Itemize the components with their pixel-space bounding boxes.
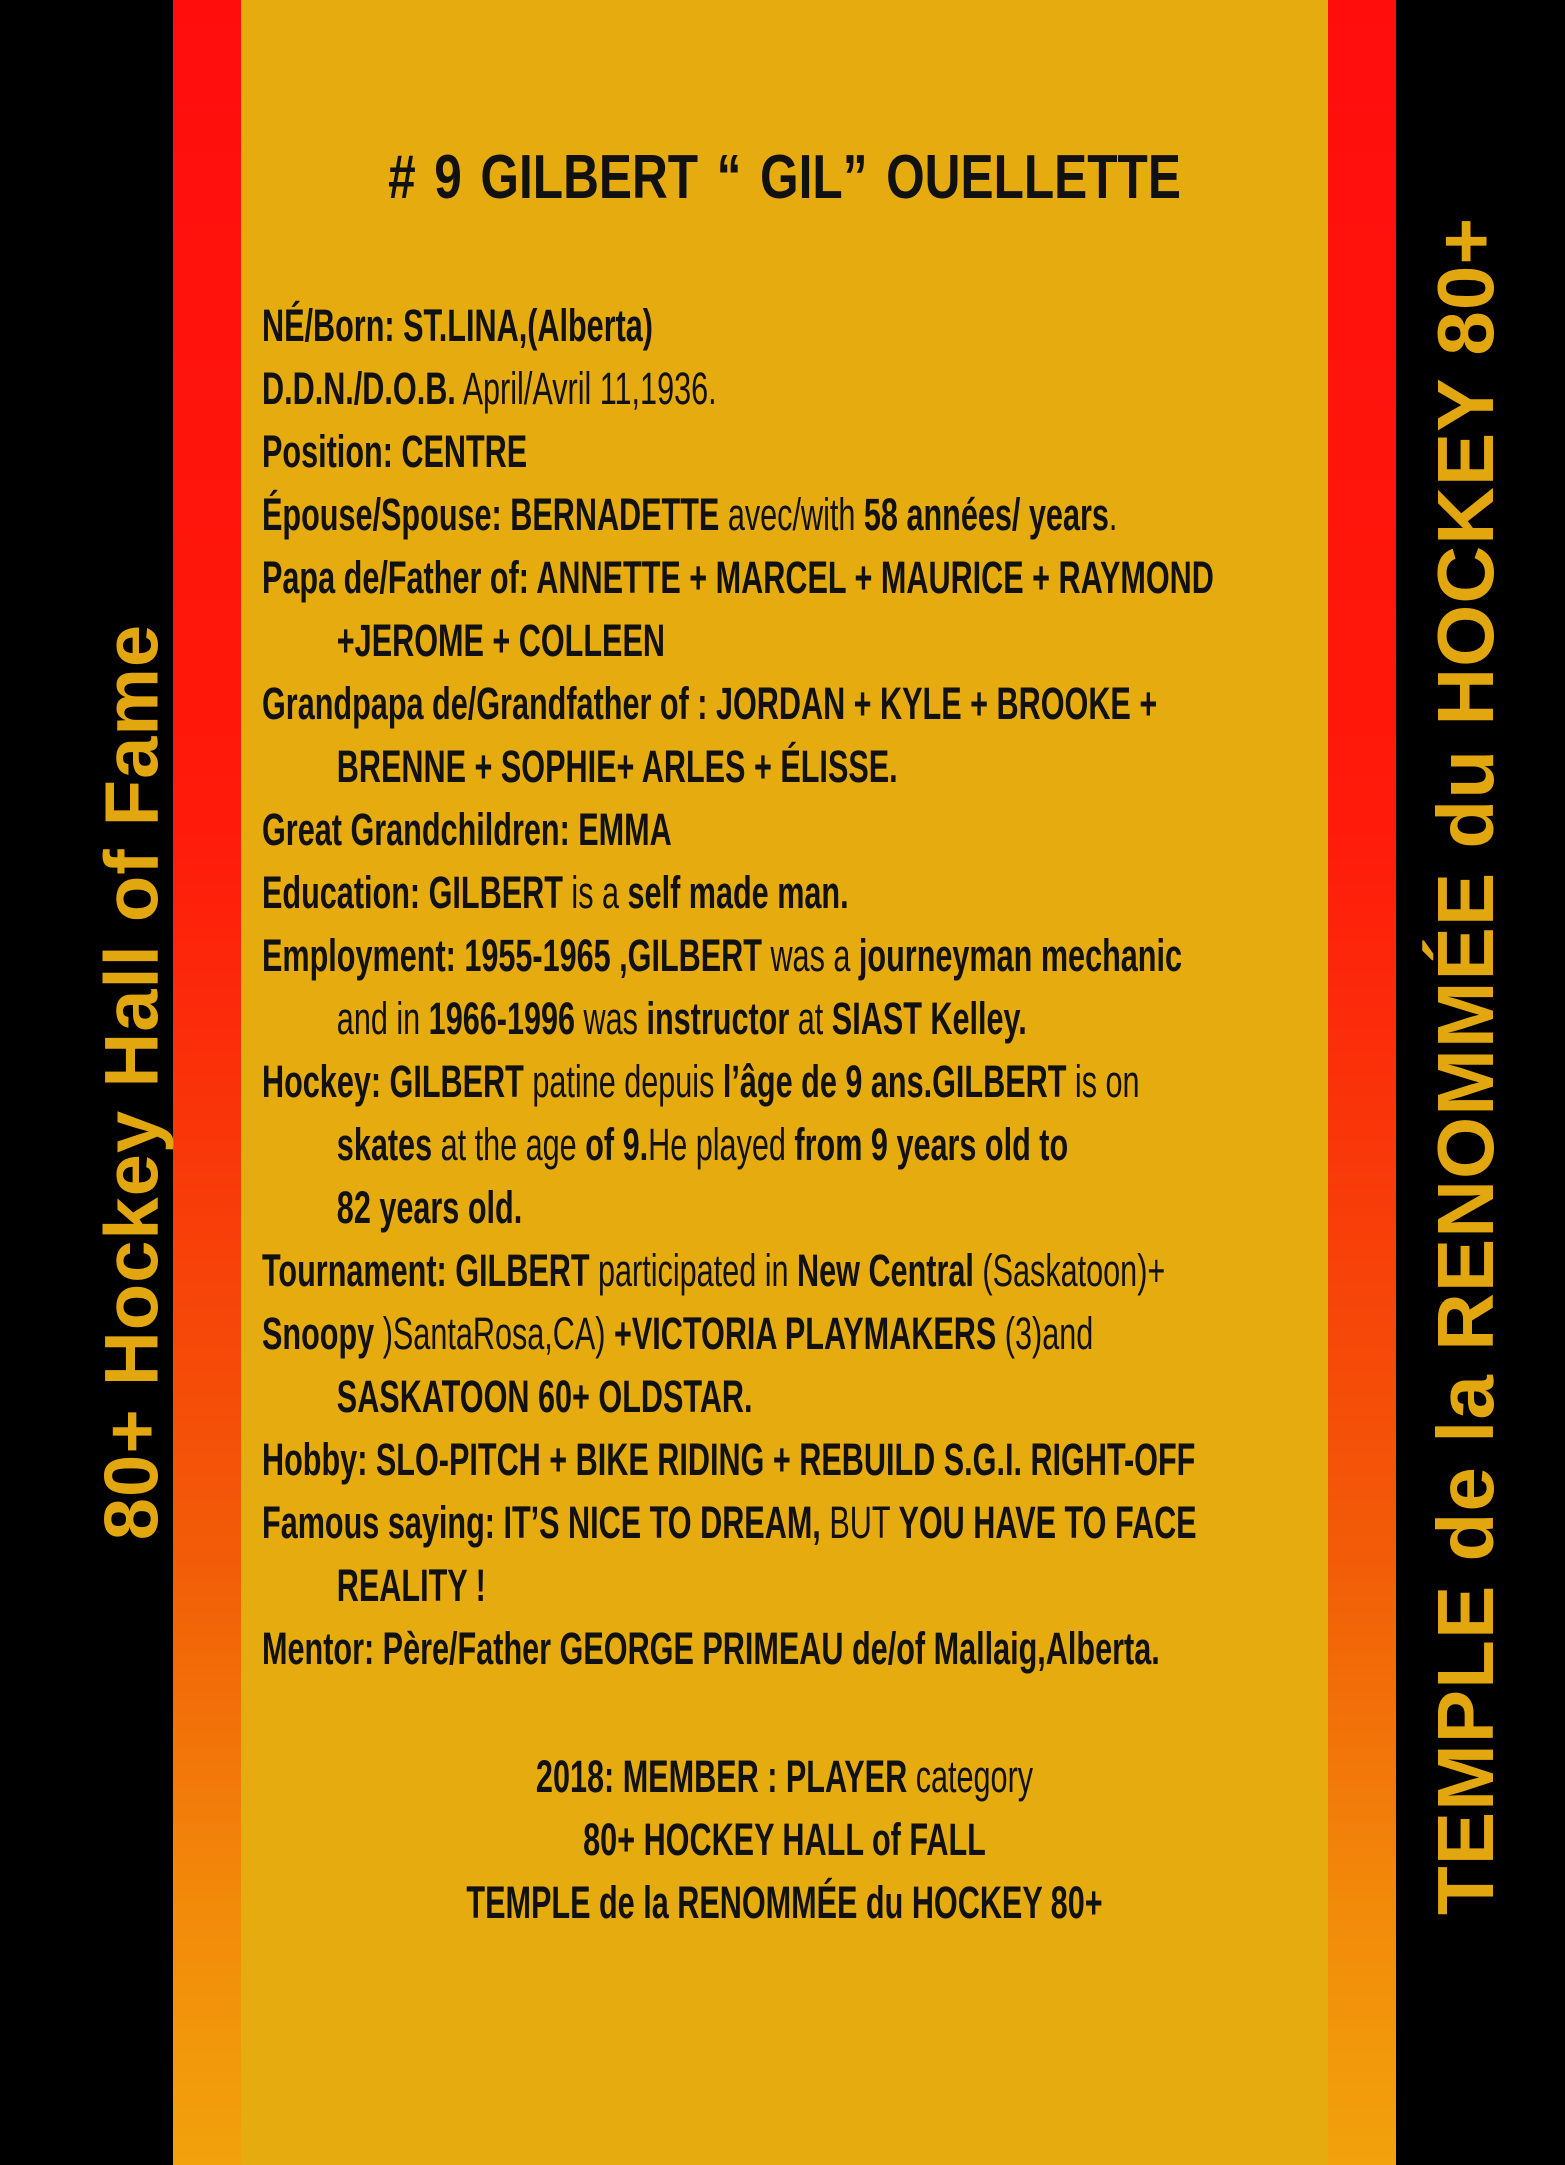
right-red-stripe: [1328, 0, 1396, 2165]
tournament-snoopy: Snoopy: [262, 1308, 375, 1359]
hockey-at-age: at the age: [432, 1119, 586, 1170]
tournament-line-2: [262, 1302, 1173, 1365]
hockey-is-on: is on: [1066, 1056, 1140, 1107]
saying-label: Famous saying: IT’S NICE TO DREAM,: [262, 1497, 821, 1548]
bio-text: [262, 294, 1214, 1680]
tournament-line-3: SASKATOON 60+ OLDSTAR.: [336, 1371, 753, 1422]
dob-value: April/Avril 11,1936.: [455, 363, 717, 414]
spouse-end: .: [1108, 489, 1118, 540]
employment-years: 1966-1996: [428, 993, 576, 1044]
children-line-2: +JEROME + COLLEEN: [336, 615, 665, 666]
hockey-line-3: 82 years old.: [336, 1182, 523, 1233]
mentor-line: Mentor: Père/Father GEORGE PRIMEAU de/of Mallaig,Alberta.: [262, 1623, 1160, 1674]
footer-line-3: TEMPLE de la RENOMMÉE du HOCKEY 80+: [466, 1877, 1103, 1928]
employment-line-2: [262, 987, 1173, 1050]
employment-place: SIAST Kelley.: [831, 993, 1027, 1044]
tournament-victoria: +VICTORIA PLAYMAKERS: [613, 1308, 997, 1359]
tournament-santarosa: )SantaRosa,CA): [374, 1308, 614, 1359]
tournament-label: Tournament: GILBERT: [262, 1245, 590, 1296]
children-line-1: Papa de/Father of: ANNETTE + MARCEL + MAURICE + RAYMOND: [262, 552, 1214, 603]
education-label: Education: GILBERT: [262, 867, 563, 918]
education-line: [262, 861, 1173, 924]
saying-line-2: REALITY !: [336, 1560, 486, 1611]
card-title: # 9 GILBERT “ GIL” OUELLETTE: [388, 143, 1181, 212]
tournament-new-central: New Central: [797, 1245, 974, 1296]
hockey-label: Hockey: GILBERT: [262, 1056, 524, 1107]
spouse-line: [262, 483, 1173, 546]
grandchildren-line-1: Grandpapa de/Grandfather of : JORDAN + KYLE + BROOKE +: [262, 678, 1158, 729]
saying-rest: YOU HAVE TO FACE: [898, 1497, 1197, 1548]
tournament-saskatoon: (Saskatoon)+: [973, 1245, 1166, 1296]
employment-at: at: [789, 993, 832, 1044]
dob-line: [262, 357, 1173, 420]
hockey-from: from 9 years old to: [794, 1119, 1069, 1170]
left-red-stripe: [173, 0, 241, 2165]
dob-label: D.D.N./D.O.B.: [262, 363, 456, 414]
hockey-patine: patine depuis: [523, 1056, 723, 1107]
hockey-played: He played: [648, 1119, 795, 1170]
saying-but: BUT: [820, 1497, 899, 1548]
saying-line-1: [262, 1491, 1197, 1554]
side-title-right: TEMPLE de la RENOMMÉE du HOCKEY 80+: [1421, 216, 1510, 1916]
employment-value: journeyman mechanic: [858, 930, 1183, 981]
spouse-label: Épouse/Spouse: BERNADETTE: [262, 489, 720, 540]
tournament-participated: participated in: [589, 1245, 798, 1296]
footer-line-1: [415, 1745, 1154, 1808]
footer-category: category: [907, 1751, 1034, 1802]
grandchildren-line-2: BRENNE + SOPHIE+ ARLES + ÉLISSE.: [336, 741, 898, 792]
spouse-with: avec/with: [719, 489, 864, 540]
induction-footer: [241, 1745, 1328, 1934]
education-is: is a: [562, 867, 628, 918]
footer-member: 2018: MEMBER : PLAYER: [535, 1751, 908, 1802]
tournament-line-1: [262, 1239, 1173, 1302]
born-line: NÉ/Born: ST.LINA,(Alberta): [262, 300, 654, 351]
employment-was: was a: [761, 930, 859, 981]
spouse-years: 58 années/ years: [863, 489, 1109, 540]
employment-line-1: [262, 924, 1183, 987]
hockey-of-9: of 9.: [585, 1119, 649, 1170]
education-value: self made man.: [627, 867, 849, 918]
hobby-line: Hobby: SLO-PITCH + BIKE RIDING + REBUILD S.G.I. RIGHT-OFF: [262, 1434, 1196, 1485]
hockey-skates: skates: [336, 1119, 433, 1170]
tournament-and: (3)and: [996, 1308, 1094, 1359]
employment-was-2: was: [575, 993, 647, 1044]
hockey-line-1: [262, 1050, 1173, 1113]
hockey-age: l’âge de 9 ans.GILBERT: [722, 1056, 1067, 1107]
hockey-line-2: [262, 1113, 1173, 1176]
employment-and: and in: [336, 993, 429, 1044]
employment-instructor: instructor: [646, 993, 790, 1044]
great-grandchildren-line: Great Grandchildren: EMMA: [262, 804, 672, 855]
employment-label: Employment: 1955-1965 ,GILBERT: [262, 930, 762, 981]
side-title-left: 80+ Hockey Hall of Fame: [89, 623, 175, 1541]
position-line: Position: CENTRE: [262, 426, 528, 477]
footer-line-2: 80+ HOCKEY HALL of FALL: [583, 1814, 986, 1865]
